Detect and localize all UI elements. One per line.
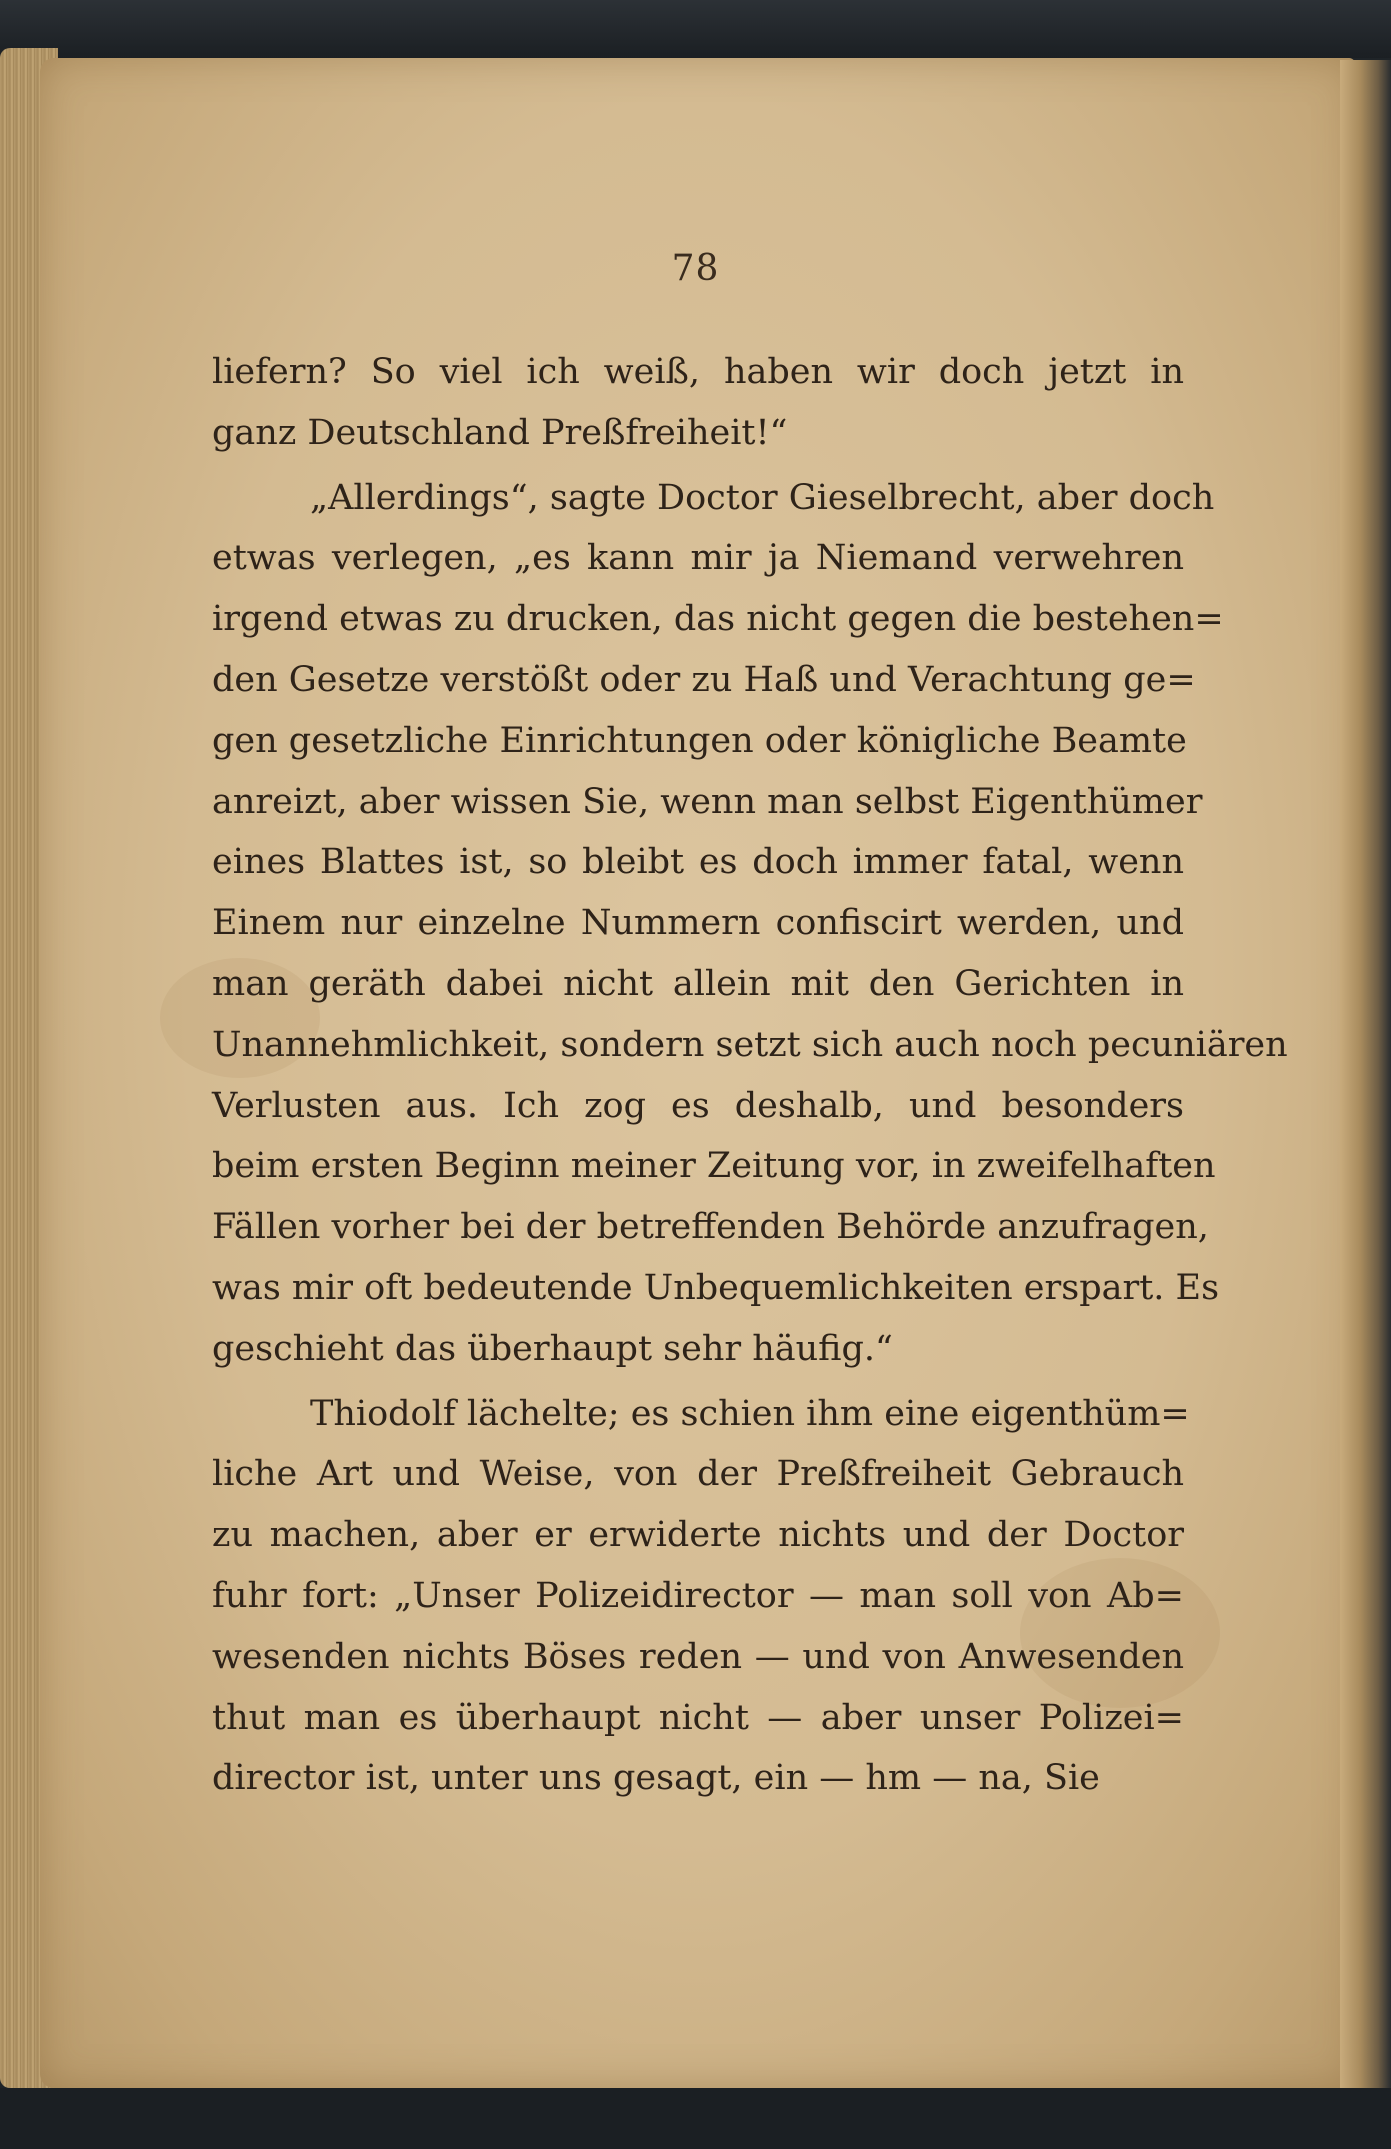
text-line: was mir oft bedeutende Unbequemlichkeiten erspart. Es (212, 1267, 1220, 1308)
text-line: irgend etwas zu drucken, das nicht gegen die bestehen= (212, 599, 1224, 640)
paragraph (212, 342, 1184, 464)
text-line: zu machen, aber er erwiderte nichts und der Doctor (212, 1515, 1184, 1556)
text-line: eines Blattes ist, so bleibt es doch immer fatal, wenn (212, 842, 1184, 883)
page-number: 78 (671, 248, 720, 289)
text-line: „Allerdings“, sagte Doctor Gieselbrecht, aber doch (310, 477, 1215, 518)
text-line: etwas verlegen, „es kann mir ja Niemand verwehren (212, 538, 1184, 579)
text-line: ganz Deutschland Preßfreiheit!“ (212, 412, 788, 453)
scan-background-top (0, 0, 1391, 58)
body-text (212, 342, 1288, 1809)
text-line: thut man es überhaupt nicht — aber unser Polizei= (212, 1697, 1184, 1738)
text-line: beim ersten Beginn meiner Zeitung vor, in zweifelhaften (212, 1146, 1216, 1187)
text-line: gen gesetzliche Einrichtungen oder königliche Beamte (212, 720, 1187, 761)
page-edge-right (1340, 60, 1391, 2090)
text-line: Verlusten aus. Ich zog es deshalb, und besonders (212, 1085, 1184, 1126)
text-line: man geräth dabei nicht allein mit den Gerichten in (212, 963, 1184, 1004)
text-line: anreizt, aber wissen Sie, wenn man selbst Eigenthümer (212, 781, 1203, 822)
text-line: den Gesetze verstößt oder zu Haß und Verachtung ge= (212, 659, 1196, 700)
scan-background-bottom (0, 2088, 1391, 2149)
text-line: Einem nur einzelne Nummern confiscirt werden, und (212, 903, 1184, 944)
text-line: fuhr fort: „Unser Polizeidirector — man soll von Ab= (212, 1575, 1184, 1616)
paragraph (212, 1384, 1190, 1810)
text-line: Unannehmlichkeit, sondern setzt sich auch noch pecuniären (212, 1024, 1288, 1065)
text-line: Fällen vorher bei der betreffenden Behörde anzufragen, (212, 1207, 1209, 1248)
paragraph (212, 468, 1288, 1380)
text-line: director ist, unter uns gesagt, ein — hm — na, Sie (212, 1758, 1100, 1799)
text-line: liche Art und Weise, von der Preßfreiheit Gebrauch (212, 1454, 1184, 1495)
text-line: Thiodolf lächelte; es schien ihm eine eigenthüm= (310, 1393, 1190, 1434)
text-line: geschieht das überhaupt sehr häufig.“ (212, 1328, 893, 1369)
text-line: wesenden nichts Böses reden — und von Anwesenden (212, 1636, 1184, 1677)
text-line: liefern? So viel ich weiß, haben wir doch jetzt in (212, 352, 1184, 392)
